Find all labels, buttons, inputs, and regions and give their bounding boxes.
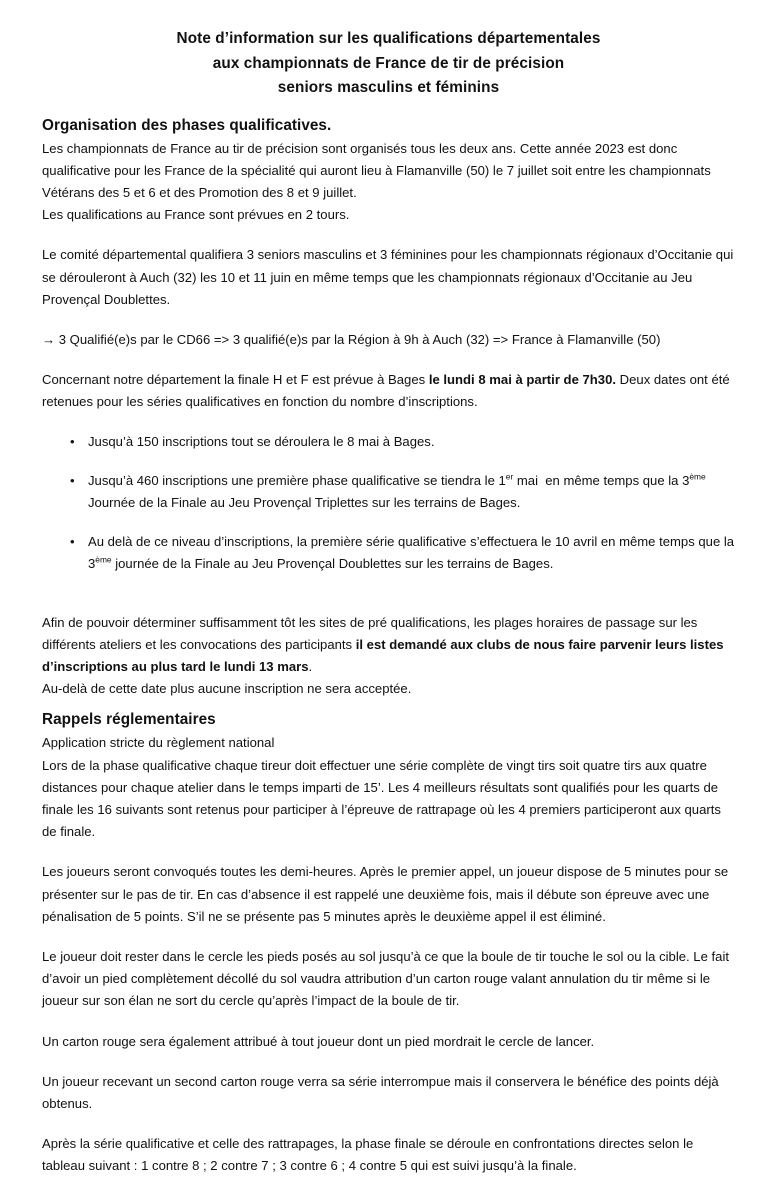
- paragraph-finale-date: [42, 369, 735, 413]
- document-title: [42, 27, 735, 101]
- listes-deadline-bold: il est demandé aux clubs de nous faire parvenir leurs listes d’inscriptions au plus tard le lundi 13 mars: [42, 636, 724, 674]
- bullet-dot-icon: •: [70, 472, 75, 488]
- listes-text-post: .: [308, 658, 313, 674]
- paragraph-carton-rouge-mordu: Un carton rouge sera également attribué à tout joueur dont un pied mordrait le cercle de lancer.: [42, 1033, 595, 1049]
- bullet-dot-icon: •: [70, 534, 75, 550]
- bullet-3-text-post: journée de la Finale au Jeu Provençal Doublettes sur les terrains de Bages.: [111, 556, 554, 572]
- section-heading-organisation: Organisation des phases qualificatives.: [42, 116, 332, 134]
- paragraph-phase-qualificative: Lors de la phase qualificative chaque tireur doit effectuer une série complète de vingt tirs soit quatre tirs aux quatre distances pour chaque atelier dans le temps imparti de 15’. Les 4 meilleurs résultats sont qualifiés pour les quarts de finale les 16 suivants sont retenus pour participer à l’épreuve de rattrapage où les 4 premiers participeront aux quarts de finale.: [42, 757, 721, 840]
- bullet-3-text-pre: Au delà de ce niveau d’inscriptions, la première série qualificative s’effectuera le 10 avril en même temps que la 3: [88, 534, 735, 572]
- inscriptions-bullet-list: [42, 431, 735, 576]
- listes-text-pre: Afin de pouvoir déterminer suffisamment tôt les sites de pré qualifications, les plages horaires de passage sur les différents ateliers et les convocations des participants: [42, 614, 698, 652]
- bullet-2-text-post: Journée de la Finale au Jeu Provençal Triplettes sur les terrains de Bages.: [88, 494, 521, 510]
- paragraph-cercle-pieds: Le joueur doit rester dans le cercle les pieds posés au sol jusqu’à ce que la boule de tir touche le sol ou la cible. Le fait d’avoir un pied complètement décollé du sol vaudra attribution d’un carton rouge valant annulation du tir même si le joueur sur son élan ne sort du cercle qu’après l’impact de la boule de tir.: [42, 948, 730, 1009]
- bullet-2-text-pre: Jusqu’à 460 inscriptions une première phase qualificative se tiendra le 1: [88, 472, 506, 488]
- paragraph-arrow-qualified: → 3 Qualifié(e)s par le CD66 => 3 qualifié(e)s par la Région à 9h à Auch (32) => France à Flamanville (50): [42, 331, 661, 347]
- bullet-dot-icon: •: [70, 433, 75, 449]
- paragraph-application-stricte: Application stricte du règlement national: [42, 735, 275, 751]
- title-line-2: aux championnats de France de tir de précision: [212, 54, 565, 72]
- bullet-3-sup-eme: ème: [95, 554, 112, 565]
- list-item: [42, 470, 735, 514]
- spacer: [42, 700, 735, 709]
- paragraph-qualifications-tours: Les qualifications au France sont prévues en 2 tours.: [42, 207, 350, 223]
- bullet-1-text: Jusqu’à 150 inscriptions tout se déroulera le 8 mai à Bages.: [88, 433, 435, 449]
- bullet-2-text-mid: mai en même temps que la 3: [513, 472, 690, 488]
- finale-text-post: Deux dates ont été retenues pour les séries qualificatives en fonction du nombre d’inscriptions.: [42, 372, 730, 410]
- title-line-1: Note d’information sur les qualifications départementales: [176, 30, 601, 47]
- paragraph-phase-finale-tableau: Après la série qualificative et celle des rattrapages, la phase finale se déroule en confrontations directes selon le tableau suivant : 1 contre 8 ; 2 contre 7 ; 3 contre 6 ; 4 contre 5 qui est suivi jusqu’à la finale.: [42, 1136, 694, 1174]
- paragraph-second-carton-rouge: Un joueur recevant un second carton rouge verra sa série interrompue mais il conservera le bénéfice des points déjà obtenus.: [42, 1073, 719, 1111]
- bullet-2-sup-er: er: [505, 471, 514, 482]
- paragraph-comite-departemental: Le comité départemental qualifiera 3 seniors masculins et 3 féminines pour les championnats régionaux d’Occitanie qui se dérouleront à Auch (32) les 10 et 11 juin en même temps que les championnats régionaux d’Occitanie au Jeu Provençal Doublettes.: [42, 247, 734, 307]
- finale-text-pre: Concernant notre département la finale H et F est prévue à Bages: [42, 372, 429, 388]
- list-item: [42, 531, 735, 575]
- paragraph-date-limite: Au-delà de cette date plus aucune inscription ne sera acceptée.: [42, 681, 412, 697]
- paragraph-convocations: Les joueurs seront convoqués toutes les demi-heures. Après le premier appel, un joueur dispose de 5 minutes pour se présenter sur le pas de tir. En cas d’absence il est rappelé une deuxième fois, mais il débute son épreuve avec une pénalisation de 5 points. S’il ne se présente pas 5 minutes après le deuxième appel il est éliminé.: [42, 864, 729, 924]
- paragraph-organisation-intro: Les championnats de France au tir de précision sont organisés tous les deux ans. Cette année 2023 est donc qualificative pour les France de la spécialité qui auront lieu à Flamanville (50) le 7 juillet soit entre les championnats Vétérans des 5 et 6 et des Promotion des 8 et 9 juillet.: [42, 140, 711, 200]
- paragraph-listes-inscriptions: [42, 612, 735, 679]
- list-item: [42, 431, 735, 453]
- title-line-3: seniors masculins et féminins: [277, 79, 500, 96]
- bullet-2-sup-eme: ème: [689, 471, 706, 482]
- section-heading-rappels: Rappels réglementaires: [42, 711, 216, 729]
- finale-date-bold: le lundi 8 mai à partir de 7h30.: [428, 372, 617, 388]
